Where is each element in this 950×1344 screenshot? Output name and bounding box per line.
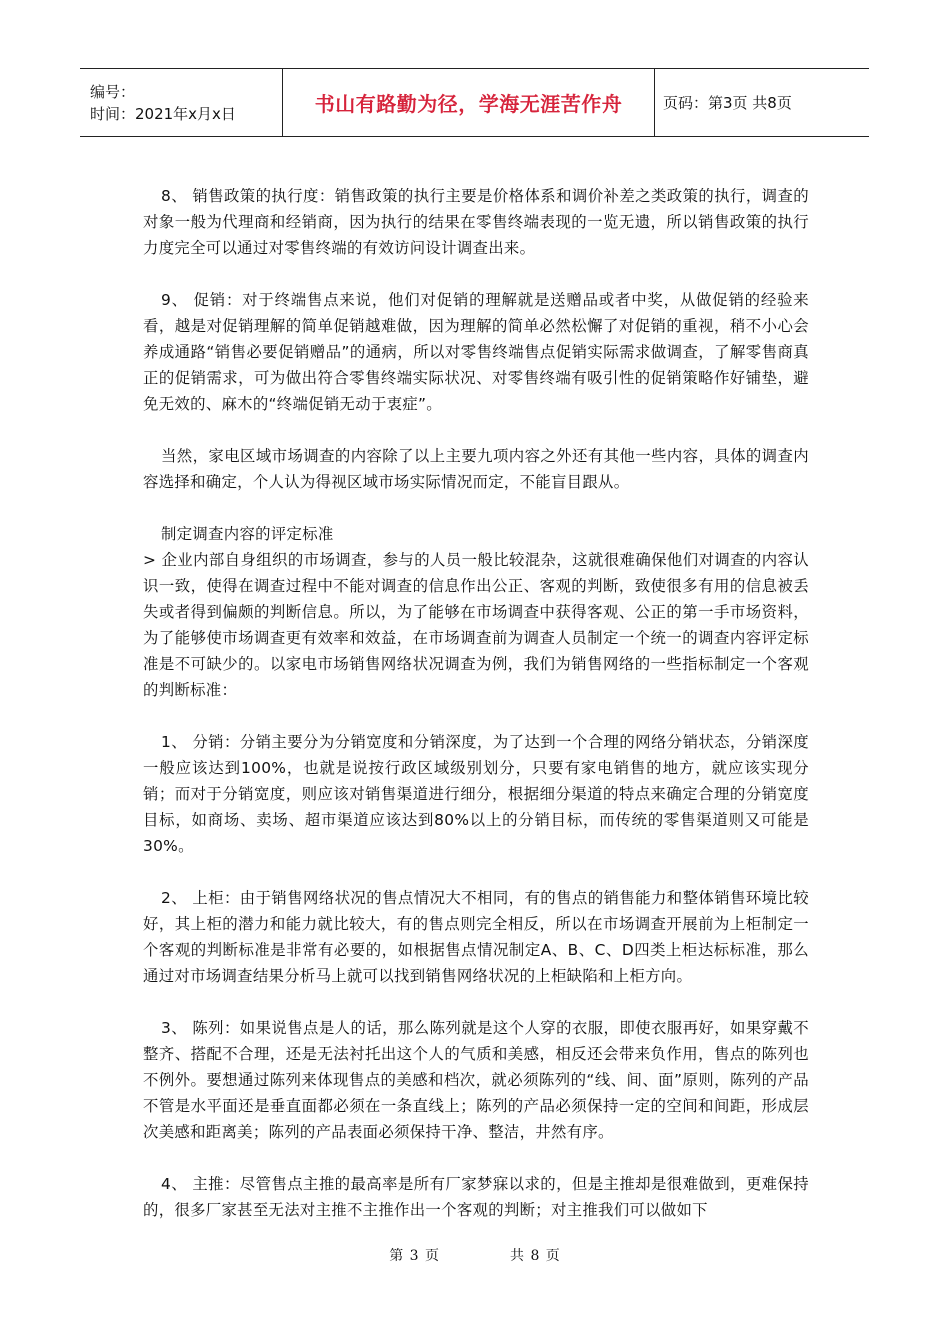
paragraph-standards-intro: > 企业内部自身组织的市场调查，参与的人员一般比较混杂，这就很难确保他们对调查的内容认识一致，使得在调查过程中不能对调查的信息作出公正、客观的判断，致使很多有用的信息被丢失或者得到偏颇的判断信息。所以，为了能够在市场调查中获得客观、公正的第一手市场资料，为了能够使市场调查更有效率和效益，在市场调查前为调查人员制定一个统一的调查内容评定标准是不可缺少的。以家电市场销售网络状况调查为例，我们为销售网络的一些指标制定一个客观的判断标准：: [143, 551, 809, 699]
header-left-cell: [80, 69, 282, 136]
page-footer: [0, 1245, 950, 1265]
section-heading: 制定调查内容的评定标准: [161, 525, 334, 543]
header-motto: 书山有路勤为径，学海无涯苦作舟: [314, 92, 623, 116]
paragraph-shelving: 2、 上柜：由于销售网络状况的售点情况大不相同，有的售点的销售能力和整体销售环境比较好，其上柜的潜力和能力就比较大，有的售点则完全相反，所以在市场调查开展前为上柜制定一个客观的判断标准是非常有必要的，如根据售点情况制定A、B、C、D四类上柜达标标准，那么通过对市场调查结果分析马上就可以找到销售网络状况的上柜缺陷和上柜方向。: [143, 889, 809, 985]
paragraph-other-content: 当然，家电区域市场调查的内容除了以上主要九项内容之外还有其他一些内容，具体的调查内容选择和确定，个人认为得视区域市场实际情况而定，不能盲目跟从。: [143, 447, 809, 491]
paragraph-main-push: 4、 主推：尽管售点主推的最高率是所有厂家梦寐以求的，但是主推却是很难做到，更难保持的，很多厂家甚至无法对主推不主推作出一个客观的判断；对主推我们可以做如下: [143, 1175, 809, 1219]
document-body: [143, 183, 809, 1249]
paragraph-distribution: 1、 分销：分销主要分为分销宽度和分销深度，为了达到一个合理的网络分销状态，分销深度一般应该达到100%，也就是说按行政区域级别划分，只要有家电销售的地方，就应该实现分销；而对于分销宽度，则应该对销售渠道进行细分，根据细分渠道的特点来确定合理的分销宽度目标，如商场、卖场、超市渠道应该达到80%以上的分销目标，而传统的零售渠道则又可能是30%。: [143, 733, 809, 855]
document-number-label: 编号：: [90, 82, 136, 101]
paragraph-display: 3、 陈列：如果说售点是人的话，那么陈列就是这个人穿的衣服，即使衣服再好，如果穿戴不整齐、搭配不合理，还是无法衬托出这个人的气质和美感，相反还会带来负作用，售点的陈列也不例外。要想通过陈列来体现售点的美感和档次，就必须陈列的“线、间、面”原则，陈列的产品不管是水平面还是垂直面都必须在一条直线上；陈列的产品必须保持一定的空间和间距，形成层次美感和距离美；陈列的产品表面必须保持干净、整洁，井然有序。: [143, 1019, 809, 1141]
header-page-label: 页码：第3页 共8页: [663, 94, 792, 112]
paragraph-promotion: 9、 促销：对于终端售点来说，他们对促销的理解就是送赠品或者中奖，从做促销的经验来看，越是对促销理解的简单促销越难做，因为理解的简单必然松懈了对促销的重视，稍不小心会养成通路“销售必要促销赠品”的通病，所以对零售终端售点促销实际需求做调查，了解零售商真正的促销需求，可为做出符合零售终端实际状况、对零售终端有吸引性的促销策略作好铺垫，避免无效的、麻木的“终端促销无动于衷症”。: [143, 291, 809, 413]
header-motto-cell: [282, 69, 655, 136]
footer-page-total: 共 8 页: [510, 1248, 561, 1264]
document-time-label: 时间：2021年x月x日: [90, 104, 236, 123]
header-page-cell: [655, 69, 869, 136]
footer-page-number: 第 3 页: [389, 1248, 440, 1264]
header-table: [80, 68, 869, 137]
paragraph-policy-execution: 8、 销售政策的执行度：销售政策的执行主要是价格体系和调价补差之类政策的执行，调查的对象一般为代理商和经销商，因为执行的结果在零售终端表现的一览无遗，所以销售政策的执行力度完全可以通过对零售终端的有效访问设计调查出来。: [143, 187, 809, 257]
